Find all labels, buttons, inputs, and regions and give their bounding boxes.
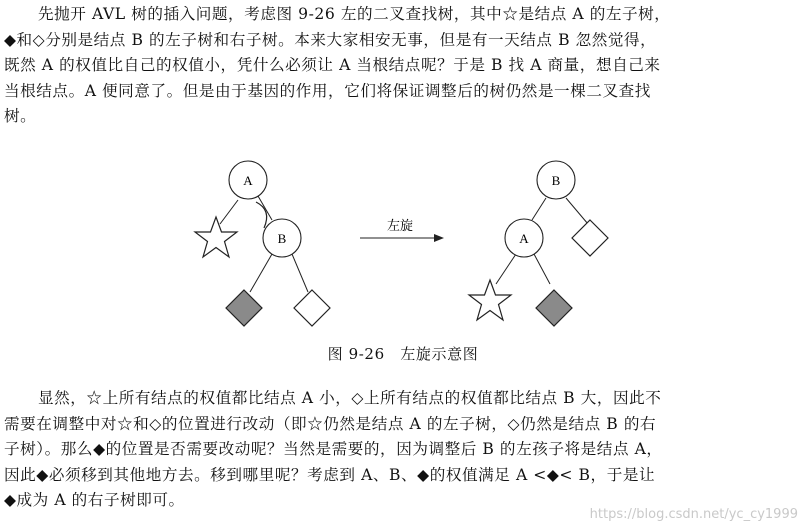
node-a-label: A xyxy=(519,231,529,246)
star-subtree-icon xyxy=(195,217,237,257)
hollow-diamond-subtree-icon xyxy=(294,290,330,326)
watermark: https://blog.csdn.net/yc_cy1999 xyxy=(589,507,798,522)
rotate-arrow xyxy=(360,219,444,242)
right-tree xyxy=(469,161,608,326)
arrow-label: 左旋 xyxy=(386,219,414,234)
text-line: ◆成为 A 的右子树即可。 xyxy=(4,491,185,509)
explanation-paragraph xyxy=(4,386,802,514)
text-line: 树。 xyxy=(4,107,37,125)
hollow-diamond-subtree-icon xyxy=(572,220,608,256)
text-line: 显然，☆上所有结点的权值都比结点 A 小，◇上所有结点的权值都比结点 B 大，因此不 xyxy=(38,389,662,407)
text-line: 先抛开 AVL 树的插入问题，考虑图 9-26 左的二叉查找树，其中☆是结点 A 的左子树， xyxy=(38,5,671,23)
intro-paragraph xyxy=(4,2,802,130)
node-b-label: B xyxy=(551,173,561,188)
filled-diamond-subtree-icon xyxy=(226,290,262,326)
filled-diamond-subtree-icon xyxy=(536,290,572,326)
node-b-label: B xyxy=(277,231,287,246)
text-line: 因此◆必须移到其他地方去。移到哪里呢？考虑到 A、B、◆的权值满足 A <◆< B，于是让 xyxy=(4,465,656,484)
text-line: 需要在调整中对☆和◇的位置进行改动（即☆仍然是结点 A 的左子树，◇仍然是结点 B 的右 xyxy=(4,414,657,433)
text-line: ◆和◇分别是结点 B 的左子树和右子树。本来大家相安无事，但是有一天结点 B 忽然觉得， xyxy=(4,30,657,49)
text-line: 子树）。那么◆的位置是否需要改动呢？当然是需要的，因为调整后 B 的左孩子将是结点 A， xyxy=(4,440,663,458)
text-line: 当根结点。A 便同意了。但是由于基因的作用，它们将保证调整后的树仍然是一棵二叉查找 xyxy=(4,81,651,100)
left-tree xyxy=(195,161,330,326)
text-line: 既然 A 的权值比自己的权值小，凭什么必须让 A 当根结点呢？于是 B 找 A 商量，想自己来 xyxy=(4,56,661,74)
star-subtree-icon xyxy=(469,280,511,320)
figure-caption: 图 9-26 左旋示意图 xyxy=(327,345,479,363)
rotate-arc-icon xyxy=(256,202,267,228)
node-a-label: A xyxy=(243,173,253,188)
